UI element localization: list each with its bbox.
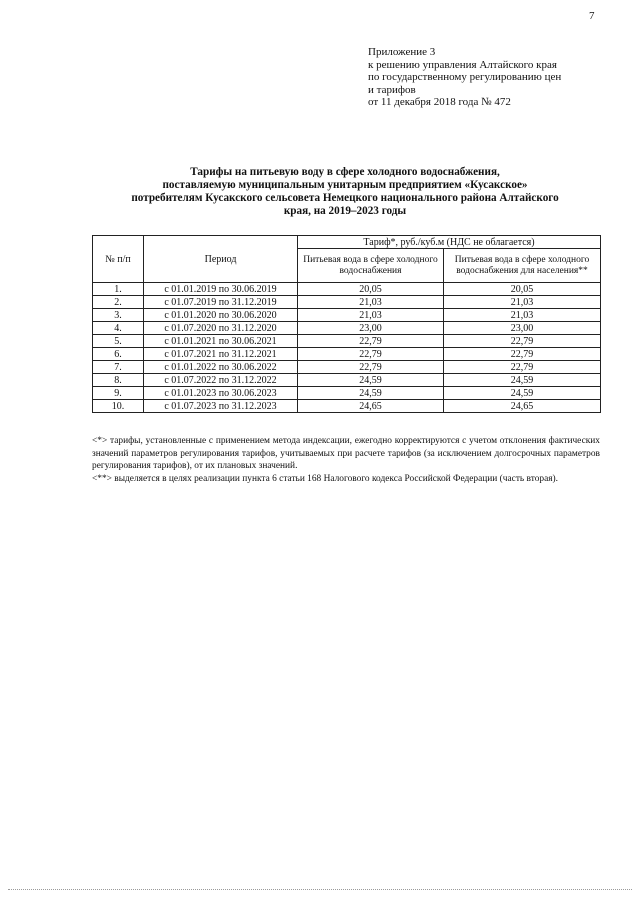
cell-period: с 01.07.2021 по 31.12.2021 [144,348,298,361]
footnote-indexation: <*> тарифы, установленные с применением метода индексации, ежегодно корректируются с учетом отклонения фактических значений параметров регулирования тарифов, учитываемых при расчете тарифов (за исключением долгосрочных параметров регулирования тарифов), от их плановых значений. [92,436,600,472]
table-row [93,309,601,322]
appendix-line: Приложение 3 [368,46,436,58]
appendix-header [368,46,561,109]
title-line: края, на 2019–2023 годы [283,205,407,217]
cell-period: с 01.01.2023 по 30.06.2023 [144,387,298,400]
cell-number: 9. [93,387,144,400]
cell-general: 22,79 [298,335,444,348]
cell-general: 24,59 [298,374,444,387]
title-line: Тарифы на питьевую воду в сфере холодного водоснабжения, [190,166,500,178]
cell-period: с 01.01.2019 по 30.06.2019 [144,283,298,296]
cell-number: 5. [93,335,144,348]
cell-general: 22,79 [298,361,444,374]
cell-number: 6. [93,348,144,361]
cell-period: с 01.07.2023 по 31.12.2023 [144,400,298,413]
appendix-line: к решению управления Алтайского края [368,58,557,71]
cell-population: 22,79 [444,348,601,361]
cell-population: 23,00 [444,322,601,335]
cell-general: 20,05 [298,283,444,296]
title-line: поставляемую муниципальным унитарным предприятием «Кусакское» [162,179,528,191]
table-row [93,296,601,309]
table-row [93,348,601,361]
cell-period: с 01.01.2020 по 30.06.2020 [144,309,298,322]
cell-general: 24,59 [298,387,444,400]
document-title [85,166,605,218]
cell-general: 22,79 [298,348,444,361]
table-row [93,322,601,335]
cell-number: 10. [93,400,144,413]
cell-number: 8. [93,374,144,387]
table-row [93,361,601,374]
cell-period: с 01.07.2022 по 31.12.2022 [144,374,298,387]
cell-number: 7. [93,361,144,374]
cell-number: 4. [93,322,144,335]
title-line: потребителям Кусакского сельсовета Немецкого национального района Алтайского [131,192,559,204]
cell-period: с 01.07.2020 по 31.12.2020 [144,322,298,335]
footnote-vat: <**> выделяется в целях реализации пункта 6 статьи 168 Налогового кодекса Российской Федерации (часть вторая). [92,473,559,484]
page-number: 7 [589,10,595,22]
cell-population: 22,79 [444,335,601,348]
cell-population: 24,65 [444,400,601,413]
cell-general: 21,03 [298,309,444,322]
bottom-divider [8,889,632,890]
cell-population: 21,03 [444,309,601,322]
footnotes [92,435,600,485]
cell-population: 21,03 [444,296,601,309]
header-tariff-group: Тариф*, руб./куб.м (НДС не облагается) [298,236,601,249]
header-number: № п/п [93,236,144,283]
cell-general: 21,03 [298,296,444,309]
tariff-table [92,235,601,413]
header-general: Питьевая вода в сфере холодного водоснабжения [298,249,444,283]
cell-population: 24,59 [444,374,601,387]
cell-number: 3. [93,309,144,322]
table-row [93,335,601,348]
cell-number: 1. [93,283,144,296]
cell-number: 2. [93,296,144,309]
table-row [93,387,601,400]
table-row [93,283,601,296]
cell-population: 22,79 [444,361,601,374]
appendix-line: по государственному регулированию цен [368,71,562,83]
cell-period: с 01.01.2021 по 30.06.2021 [144,335,298,348]
cell-general: 24,65 [298,400,444,413]
cell-population: 24,59 [444,387,601,400]
appendix-line: от 11 декабря 2018 года № 472 [368,96,511,108]
cell-period: с 01.01.2022 по 30.06.2022 [144,361,298,374]
header-period: Период [144,236,298,283]
table-body [93,283,601,413]
header-population: Питьевая вода в сфере холодного водоснабжения для населения** [444,249,601,283]
cell-general: 23,00 [298,322,444,335]
cell-population: 20,05 [444,283,601,296]
cell-period: с 01.07.2019 по 31.12.2019 [144,296,298,309]
table-row [93,400,601,413]
table-row [93,374,601,387]
appendix-line: и тарифов [368,83,416,96]
